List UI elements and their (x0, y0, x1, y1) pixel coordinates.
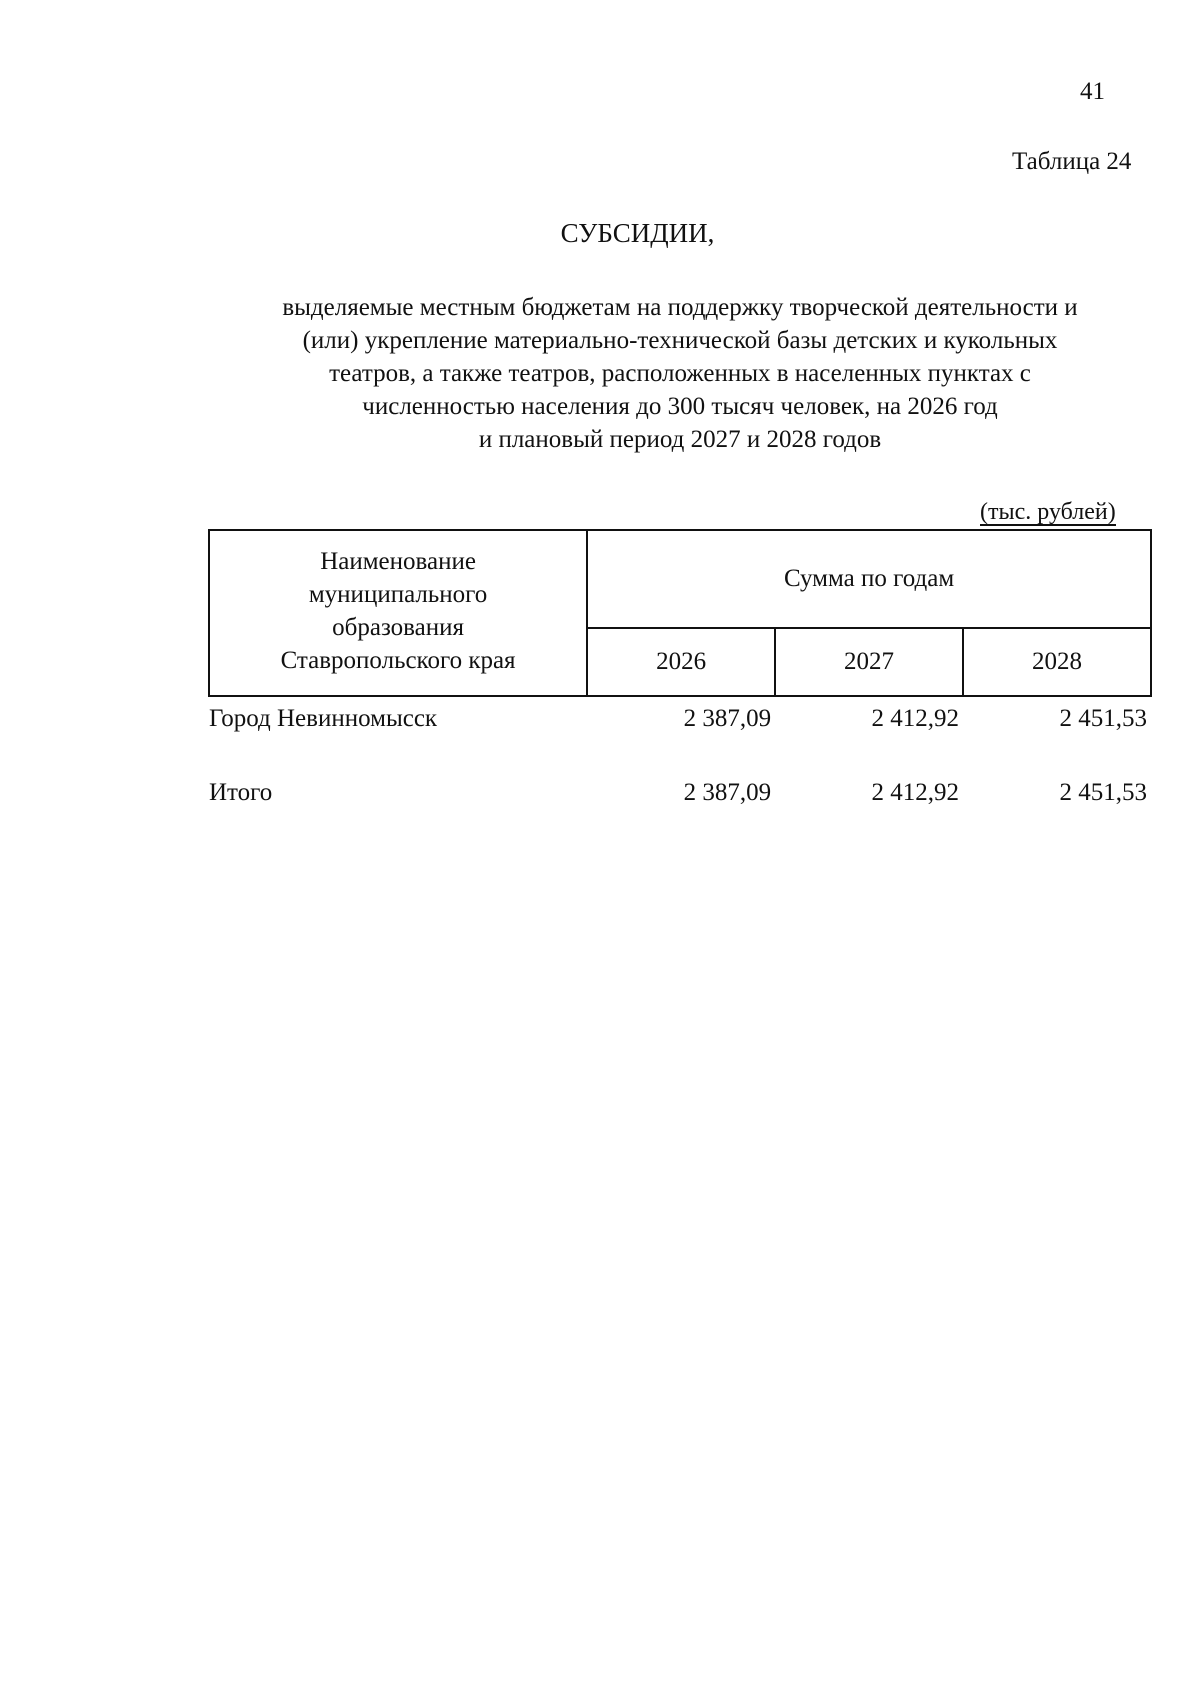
page-number: 41 (1080, 78, 1105, 105)
total-row (209, 771, 1151, 829)
header-year-2027: 2027 (775, 628, 963, 696)
header-name-line: муниципального (308, 581, 488, 608)
units-note: (тыс. рублей) (980, 499, 1116, 525)
total-value-2027: 2 412,92 (871, 779, 960, 806)
subsidies-table (208, 529, 1152, 829)
document-title: СУБСИДИИ, (560, 218, 715, 248)
total-value-2028: 2 451,53 (1059, 779, 1147, 806)
row-value-2026: 2 387,09 (683, 705, 772, 732)
header-name-line: Наименование (320, 548, 476, 575)
document-subtitle (215, 291, 1145, 456)
subtitle-line: численностью населения до 300 тысяч человек, на 2026 год (362, 393, 998, 420)
total-name: Итого (209, 779, 273, 806)
subtitle-line: выделяемые местным бюджетам на поддержку творческой деятельности и (282, 294, 1078, 321)
subtitle-line: и плановый период 2027 и 2028 годов (478, 426, 882, 453)
row-value-2027: 2 412,92 (871, 705, 960, 732)
header-name-line: Ставропольского края (280, 647, 516, 674)
table-row (209, 696, 1151, 765)
header-year-2028: 2028 (963, 628, 1151, 696)
header-sum-by-years: Сумма по годам (587, 530, 1151, 628)
row-name: Город Невинномысск (209, 705, 438, 732)
header-name-line: образования (332, 614, 464, 641)
header-municipality (209, 530, 587, 696)
row-value-2028: 2 451,53 (1059, 705, 1147, 732)
total-value-2026: 2 387,09 (683, 779, 772, 806)
table-label: Таблица 24 (1012, 148, 1132, 175)
header-year-2026: 2026 (587, 628, 775, 696)
subtitle-line: (или) укрепление материально-технической базы детских и кукольных (302, 327, 1058, 354)
subtitle-line: театров, а также театров, расположенных в населенных пунктах с (329, 360, 1031, 387)
